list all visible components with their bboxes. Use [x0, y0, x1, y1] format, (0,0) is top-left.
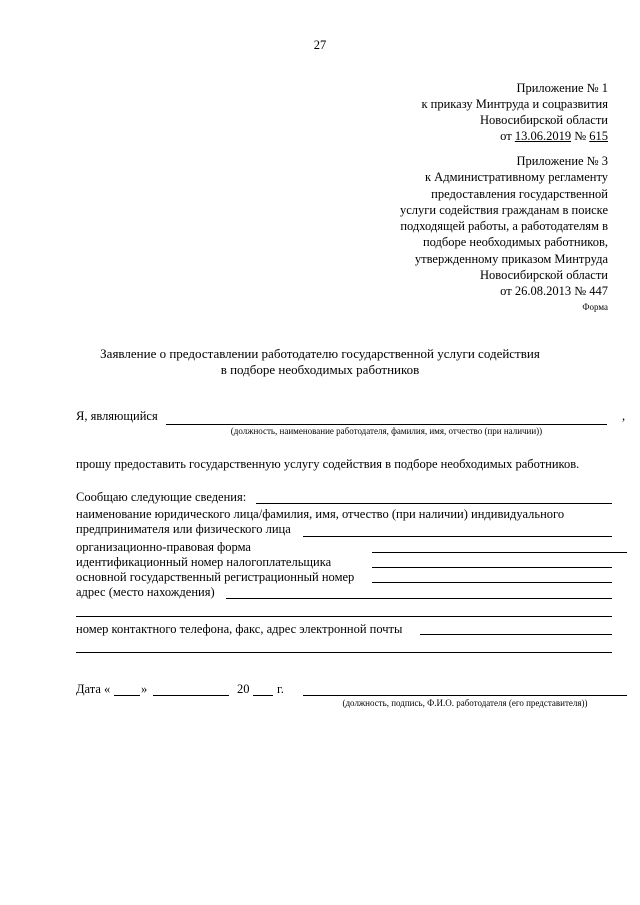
address-input-line[interactable] [226, 598, 612, 599]
address-input-line-2[interactable] [76, 616, 612, 617]
appendix-1-title: Приложение № 1 [516, 81, 608, 95]
appendix-3-line: подходящей работы, а работодателям в [400, 219, 608, 234]
applicant-hint: (должность, наименование работодателя, фамилия, имя, отчество (при наличии)) [230, 426, 543, 436]
date-day-line[interactable] [114, 695, 140, 696]
inform-input-line[interactable] [256, 503, 612, 504]
legal-form-label: организационно-правовая форма [76, 540, 251, 554]
appendix-3-line: Новосибирской области [479, 268, 608, 283]
appendix-3-line: подборе необходимых работников, [422, 235, 608, 250]
appendix-3-line: предоставления государственной [431, 186, 608, 201]
appendix-1-date: 13.06.2019 [514, 129, 572, 143]
year-input-line[interactable] [253, 695, 273, 696]
ogrn-label: основной государственный регистрационный номер [76, 570, 355, 584]
ogrn-input-line[interactable] [372, 582, 612, 583]
inn-input-line[interactable] [372, 567, 612, 568]
appendix-3-line: от 26.08.2013 № 447 [500, 284, 608, 299]
inn-label: идентификационный номер налогоплательщика [76, 555, 332, 569]
date-label: Дата « [76, 682, 111, 696]
appendix-1-date-prefix: от [500, 129, 512, 143]
applicant-input-line[interactable] [166, 424, 607, 425]
page-number: 27 [313, 38, 327, 52]
appendix-3-line: услуги содействия гражданам в поиске [400, 202, 608, 217]
applicant-comma: , [622, 409, 626, 423]
appendix-3-line: к Административному регламенту [424, 170, 608, 185]
heading-line-1: Заявление о предоставлении работодателю государственной услуги содействия [100, 346, 540, 361]
appendix-1-num-sign: № [574, 129, 587, 143]
appendix-1-date-line [308, 128, 608, 144]
inform-label: Сообщаю следующие сведения: [76, 490, 247, 504]
applicant-label: Я, являющийся [76, 409, 158, 423]
appendix-3-block [288, 153, 608, 315]
contacts-label: номер контактного телефона, факс, адрес электронной почты [76, 622, 403, 636]
year-suffix: г. [277, 682, 284, 696]
contacts-input-line[interactable] [420, 634, 612, 635]
form-label: Форма [582, 301, 608, 312]
name-input-line[interactable] [303, 536, 612, 537]
appendix-1-number: 615 [589, 129, 608, 143]
appendix-1-line-3: Новосибирской области [479, 113, 608, 127]
appendix-1-block [308, 80, 608, 144]
date-month-line[interactable] [153, 695, 229, 696]
document-heading [60, 346, 580, 378]
signature-input-line[interactable] [303, 695, 627, 696]
heading-line-2: в подборе необходимых работников [220, 362, 420, 377]
appendix-1-line-2: к приказу Минтруда и соцразвития [421, 97, 608, 111]
address-label: адрес (место нахождения) [76, 585, 215, 599]
signature-hint: (должность, подпись, Ф.И.О. работодателя (его представителя)) [342, 698, 588, 708]
contacts-input-line-2[interactable] [76, 652, 612, 653]
legal-form-input-line[interactable] [372, 552, 627, 553]
name-label-line-2: предпринимателя или физического лица [76, 522, 291, 536]
name-label-line-1: наименование юридического лица/фамилия, имя, отчество (при наличии) индивидуального [76, 507, 565, 521]
year-prefix: 20 [237, 682, 250, 696]
request-text: прошу предоставить государственную услугу содействия в подборе необходимых работников. [76, 457, 580, 471]
date-close-quote: » [141, 682, 148, 696]
appendix-3-title: Приложение № 3 [516, 154, 608, 168]
appendix-3-line: утвержденному приказом Минтруда [414, 251, 608, 266]
